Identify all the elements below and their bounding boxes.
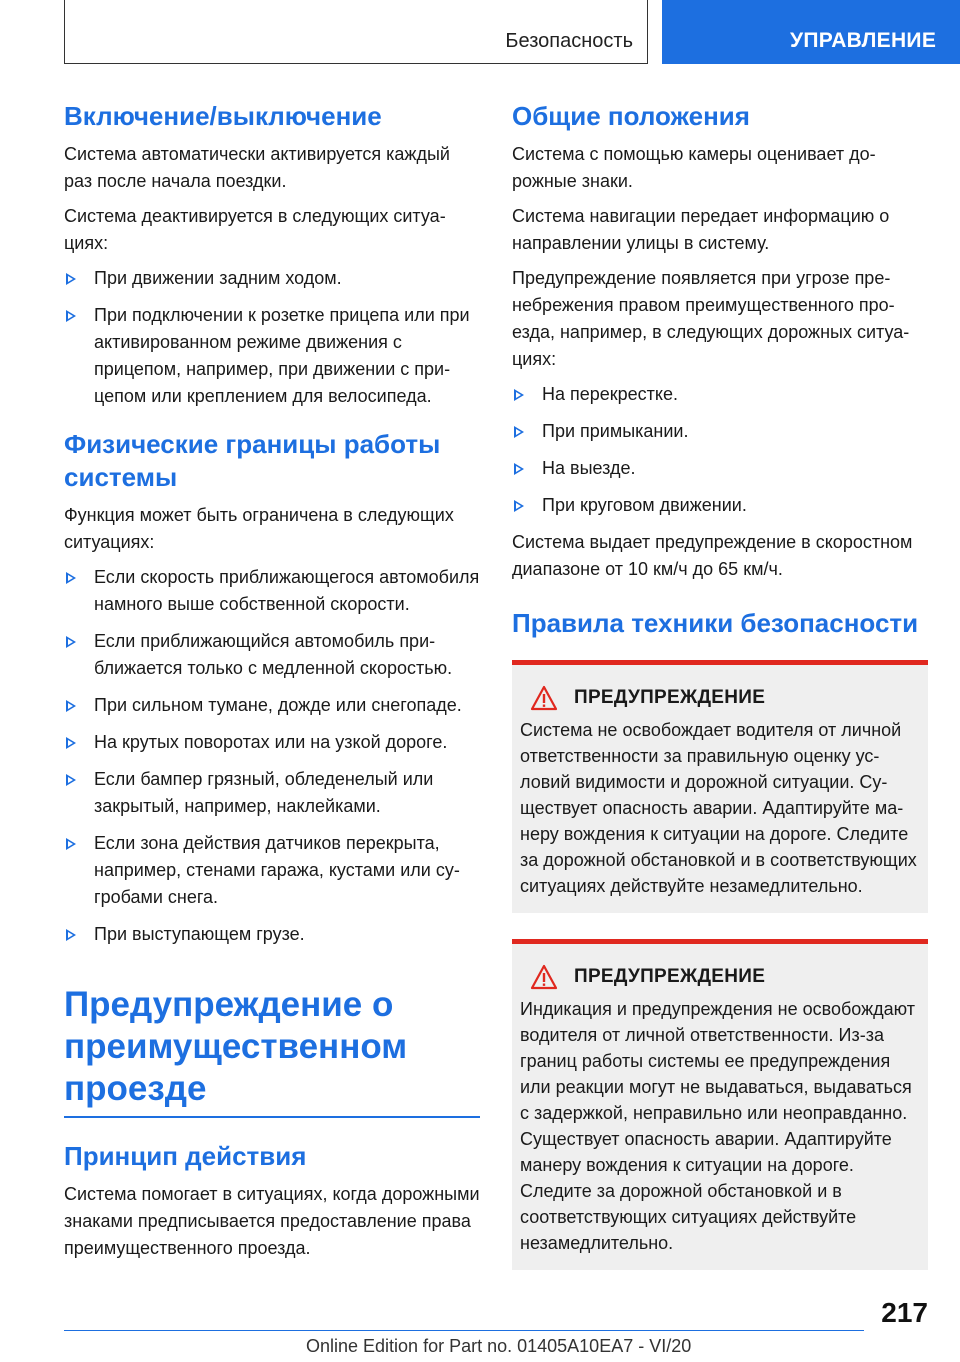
header-section-tab — [64, 0, 648, 64]
warning-text: Система не освобождает водителя от личной ответственности за правильную оценку условий видимости и дорожной ситуации. Существует опасность аварии. Адаптируйте манеру вождения к ситуации на дороге. Следите за дорожной обстановкой и в соответствующих ситуациях действуйте незамедлительно. — [520, 720, 917, 896]
list-item-text: При выступающем грузе. — [94, 924, 305, 944]
paragraph: Система автоматически активируется каждый раз после начала поездки. — [64, 144, 450, 191]
list-item — [64, 830, 480, 911]
warning-header — [530, 685, 920, 711]
list-item-text: Если приближающийся автомобиль приближается только с медленной скоростью. — [94, 631, 453, 678]
paragraph: Предупреждение появляется при угрозе пренебрежения правом преимущественного проезда, например, в следующих дорожных ситуациях: — [512, 268, 910, 369]
list-item-text: При круговом движении. — [542, 495, 747, 515]
warning-triangle-icon — [530, 964, 558, 990]
list-item — [512, 455, 928, 482]
list-item-text: На перекрестке. — [542, 384, 679, 404]
paragraph: Система помогает в ситуациях, когда дорожными знаками предписывается предоставление права преимущественного проезда. — [64, 1184, 480, 1258]
list-item — [512, 492, 928, 519]
triangle-bullet-icon — [66, 774, 76, 786]
header-chapter-tab — [662, 0, 960, 64]
list-item-text: Если зона действия датчиков перекрыта, например, стенами гаража, кустами или сугробами снега. — [94, 833, 460, 907]
list-item — [64, 766, 480, 820]
section-title-limits: Физические границы работы системы — [64, 429, 441, 492]
section-title-onoff: Включение/выключение — [64, 101, 382, 131]
list-item — [64, 692, 480, 719]
triangle-bullet-icon — [66, 572, 76, 584]
bullet-list — [64, 265, 480, 410]
list-item-text: На крутых поворотах или на узкой дороге. — [94, 732, 448, 752]
list-item — [64, 302, 480, 410]
list-item — [512, 418, 928, 445]
warning-text: Индикация и предупреждения не освобождают водителя от личной ответственности. Из-за границ работы системы ее предупреждения или реакции могут не выдаваться, выдаваться с задержкой, неправильно или неоправданно. Существует опасность аварии. Адаптируйте манеру вождения к ситуации на дороге. Следите за дорожной обстановкой и в соответствующих ситуациях действуйте незамедлительно. — [520, 999, 915, 1253]
list-item-text: При движении задним ходом. — [94, 268, 342, 288]
triangle-bullet-icon — [66, 737, 76, 749]
triangle-bullet-icon — [66, 636, 76, 648]
warning-label: ПРЕДУПРЕЖДЕНИЕ — [574, 687, 766, 708]
paragraph: Функция может быть ограничена в следующих ситуациях: — [64, 505, 454, 552]
triangle-bullet-icon — [66, 929, 76, 941]
list-item-text: Если скорость приближающегося автомобиля намного выше собственной скорости. — [94, 567, 480, 614]
triangle-bullet-icon — [514, 463, 524, 475]
chapter-heading-block — [64, 984, 480, 1118]
bullet-list — [512, 381, 928, 519]
list-item-text: При сильном тумане, дожде или снегопаде. — [94, 695, 462, 715]
triangle-bullet-icon — [66, 273, 76, 285]
triangle-bullet-icon — [66, 838, 76, 850]
triangle-bullet-icon — [514, 426, 524, 438]
bullet-list — [64, 564, 480, 948]
header-chapter-label: УПРАВЛЕНИЕ — [790, 29, 937, 52]
triangle-bullet-icon — [66, 700, 76, 712]
paragraph: Система деактивируется в следующих ситуациях: — [64, 206, 446, 253]
list-item-text: На выезде. — [542, 458, 636, 478]
list-item-text: При примыкании. — [542, 421, 689, 441]
section-title-general: Общие положения — [512, 101, 750, 131]
list-item — [64, 628, 480, 682]
list-item — [64, 729, 480, 756]
list-item-text: При подключении к розетке прицепа или при активированном режиме движения с прицепом, например, при движении с прицепом или креплением для велосипеда. — [94, 305, 470, 406]
list-item-text: Если бампер грязный, обледенелый или закрытый, например, наклейками. — [94, 769, 434, 816]
footer-divider — [64, 1330, 864, 1331]
page-number: 217 — [881, 1297, 928, 1328]
footer-text: Online Edition for Part no. 01405A10EA7 - VI/20 — [306, 1336, 692, 1356]
paragraph: Система навигации передает информацию о направлении улицы в систему. — [512, 206, 890, 253]
chapter-title: Предупреждение о преимущественном проезде — [64, 985, 408, 1108]
paragraph: Система с помощью камеры оценивает дорожные знаки. — [512, 144, 876, 191]
triangle-bullet-icon — [514, 389, 524, 401]
triangle-bullet-icon — [66, 310, 76, 322]
list-item — [64, 921, 480, 948]
left-column — [64, 100, 480, 1270]
list-item — [512, 381, 928, 408]
list-item — [64, 265, 480, 292]
warning-triangle-icon — [530, 685, 558, 711]
warning-header — [530, 964, 920, 990]
list-item — [64, 564, 480, 618]
paragraph: Система выдает предупреждение в скоростном диапазоне от 10 км/ч до 65 км/ч. — [512, 532, 913, 579]
warning-box — [512, 939, 928, 1270]
right-column — [512, 100, 928, 1296]
warning-label: ПРЕДУПРЕЖДЕНИЕ — [574, 966, 766, 987]
header-section-label: Безопасность — [505, 30, 633, 52]
warning-box — [512, 660, 928, 913]
section-title-principle: Принцип действия — [64, 1141, 307, 1171]
triangle-bullet-icon — [514, 500, 524, 512]
section-title-safety: Правила техники безопасности — [512, 608, 919, 638]
